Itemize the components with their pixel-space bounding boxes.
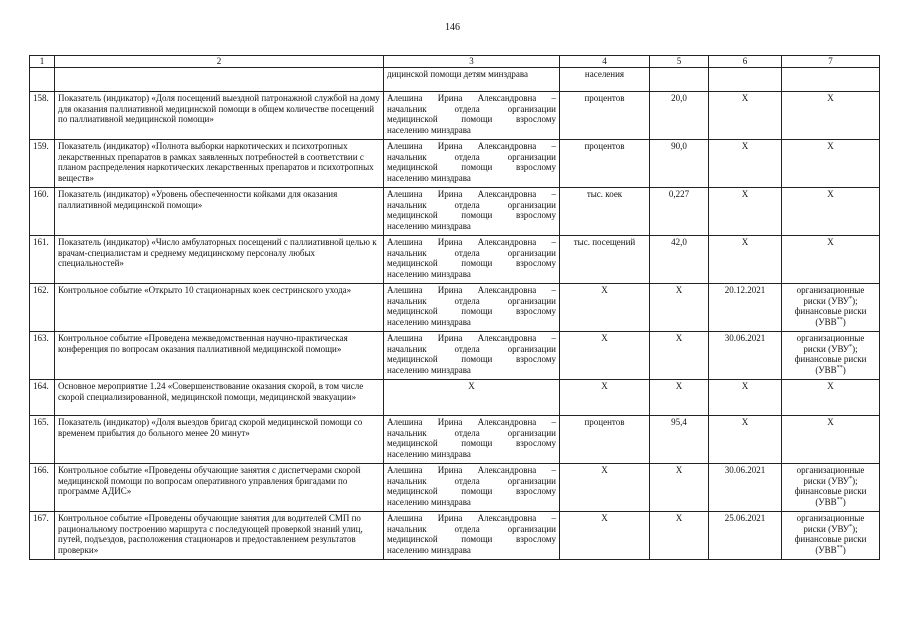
row-unit: Х	[560, 380, 650, 416]
footnote-marker: **	[836, 496, 843, 503]
row-date: 25.06.2021	[709, 512, 782, 560]
table-row	[30, 92, 880, 140]
row-date: Х	[709, 380, 782, 416]
row-risks: организационные риски (УВУ*); финансовые риски (УВВ**)	[782, 464, 880, 512]
row-unit: процентов	[560, 140, 650, 188]
footnote-marker: *	[849, 523, 853, 530]
row-risks: Х	[782, 188, 880, 236]
row-number: 163.	[30, 332, 55, 380]
row-number: 162.	[30, 284, 55, 332]
row-name: Основное мероприятие 1.24 «Совершенствование оказания скорой, в том числе скорой специализированной, медицинской помощи, медицинской эвакуации»	[55, 380, 384, 416]
row-risks: организационные риски (УВУ*); финансовые риски (УВВ**)	[782, 512, 880, 560]
column-header: 6	[709, 56, 782, 68]
row-responsible: Алешина Ирина Александровна – начальник отдела организации медицинской помощи взрослому населению минздрава	[384, 92, 560, 140]
row-date: Х	[709, 92, 782, 140]
row-value: 42,0	[650, 236, 709, 284]
row-number: 165.	[30, 416, 55, 464]
row-risks: организационные риски (УВУ*); финансовые риски (УВВ**)	[782, 284, 880, 332]
column-header: 4	[560, 56, 650, 68]
row-number: 161.	[30, 236, 55, 284]
row-number: 167.	[30, 512, 55, 560]
table-row	[30, 140, 880, 188]
table-row	[30, 416, 880, 464]
row-value: Х	[650, 512, 709, 560]
row-number: 159.	[30, 140, 55, 188]
row-name: Показатель (индикатор) «Полнота выборки наркотических и психотропных лекарственных препаратов в рамках заявленных потребностей в соответствии с планом распределения наркотических лекарственных препаратов и психотропных веществ»	[55, 140, 384, 188]
row-value: 0,227	[650, 188, 709, 236]
header-row	[30, 56, 880, 68]
row-unit: тыс. коек	[560, 188, 650, 236]
row-risks: Х	[782, 140, 880, 188]
row-name: Контрольное событие «Проведены обучающие занятия для водителей СМП по рациональному построению маршрута с последующей проверкой знаний улиц, путей, подъездов, расположения стационаров и предоставлением результатов проверки»	[55, 512, 384, 560]
row-value: 90,0	[650, 140, 709, 188]
footnote-marker: **	[836, 364, 843, 371]
row-number: 160.	[30, 188, 55, 236]
row-date	[709, 68, 782, 92]
table-row	[30, 188, 880, 236]
row-date: Х	[709, 236, 782, 284]
row-name: Контрольное событие «Открыто 10 стационарных коек сестринского ухода»	[55, 284, 384, 332]
footnote-marker: **	[836, 544, 843, 551]
table-row	[30, 380, 880, 416]
row-name: Показатель (индикатор) «Доля посещений выездной патронажной службой на дому для оказания паллиативной медицинской помощи в общем количестве посещений по паллиативной медицинской помощи»	[55, 92, 384, 140]
row-value	[650, 68, 709, 92]
column-header: 2	[55, 56, 384, 68]
row-responsible: Алешина Ирина Александровна – начальник отдела организации медицинской помощи взрослому населению минздрава	[384, 188, 560, 236]
table-row	[30, 284, 880, 332]
row-date: 30.06.2021	[709, 332, 782, 380]
row-number: 166.	[30, 464, 55, 512]
footnote-marker: **	[836, 316, 843, 323]
row-date: 30.06.2021	[709, 464, 782, 512]
footnote-marker: *	[849, 475, 853, 482]
row-responsible: Х	[384, 380, 560, 416]
row-unit: тыс. посещений	[560, 236, 650, 284]
table-row	[30, 68, 880, 92]
row-unit: процентов	[560, 92, 650, 140]
row-responsible: Алешина Ирина Александровна – начальник отдела организации медицинской помощи взрослому населению минздрава	[384, 236, 560, 284]
column-header: 5	[650, 56, 709, 68]
footnote-marker: *	[849, 295, 853, 302]
row-responsible: Алешина Ирина Александровна – начальник отдела организации медицинской помощи взрослому населению минздрава	[384, 332, 560, 380]
footnote-marker: *	[849, 343, 853, 350]
row-responsible: Алешина Ирина Александровна – начальник отдела организации медицинской помощи взрослому населению минздрава	[384, 416, 560, 464]
row-unit: населения	[560, 68, 650, 92]
row-risks: организационные риски (УВУ*); финансовые риски (УВВ**)	[782, 332, 880, 380]
row-value: 20,0	[650, 92, 709, 140]
row-risks: Х	[782, 236, 880, 284]
measures-table	[29, 55, 880, 560]
row-unit: Х	[560, 512, 650, 560]
table-row	[30, 464, 880, 512]
table-row	[30, 236, 880, 284]
row-date: Х	[709, 416, 782, 464]
row-number	[30, 68, 55, 92]
row-number: 164.	[30, 380, 55, 416]
row-date: Х	[709, 188, 782, 236]
row-date: 20.12.2021	[709, 284, 782, 332]
row-name: Показатель (индикатор) «Число амбулаторных посещений с паллиативной целью к врачам-специалистам и среднему медицинскому персоналу любых специальностей»	[55, 236, 384, 284]
column-header: 7	[782, 56, 880, 68]
row-unit: Х	[560, 332, 650, 380]
row-unit: Х	[560, 464, 650, 512]
row-value: Х	[650, 332, 709, 380]
row-responsible: Алешина Ирина Александровна – начальник отдела организации медицинской помощи взрослому населению минздрава	[384, 140, 560, 188]
row-responsible: дицинской помощи детям минздрава	[384, 68, 560, 92]
row-risks: Х	[782, 380, 880, 416]
column-header: 1	[30, 56, 55, 68]
row-responsible: Алешина Ирина Александровна – начальник отдела организации медицинской помощи взрослому населению минздрава	[384, 464, 560, 512]
page-number: 146	[445, 22, 460, 33]
row-number: 158.	[30, 92, 55, 140]
row-value: Х	[650, 464, 709, 512]
row-name: Контрольное событие «Проведены обучающие занятия с диспетчерами скорой медицинской помощи по вопросам оперативного управления бригадами по программе АДИС»	[55, 464, 384, 512]
row-responsible: Алешина Ирина Александровна – начальник отдела организации медицинской помощи взрослому населению минздрава	[384, 512, 560, 560]
row-unit: процентов	[560, 416, 650, 464]
row-name	[55, 68, 384, 92]
table-row	[30, 512, 880, 560]
table-row	[30, 332, 880, 380]
row-risks: Х	[782, 92, 880, 140]
column-header: 3	[384, 56, 560, 68]
row-name: Показатель (индикатор) «Доля выездов бригад скорой медицинской помощи со временем прибытия до больного менее 20 минут»	[55, 416, 384, 464]
row-name: Показатель (индикатор) «Уровень обеспеченности койками для оказания паллиативной медицинской помощи»	[55, 188, 384, 236]
row-risks	[782, 68, 880, 92]
row-value: 95,4	[650, 416, 709, 464]
row-value: Х	[650, 380, 709, 416]
row-value: Х	[650, 284, 709, 332]
row-unit: Х	[560, 284, 650, 332]
row-name: Контрольное событие «Проведена межведомственная научно-практическая конференция по вопросам оказания паллиативной медицинской помощи»	[55, 332, 384, 380]
row-date: Х	[709, 140, 782, 188]
row-responsible: Алешина Ирина Александровна – начальник отдела организации медицинской помощи взрослому населению минздрава	[384, 284, 560, 332]
row-risks: Х	[782, 416, 880, 464]
